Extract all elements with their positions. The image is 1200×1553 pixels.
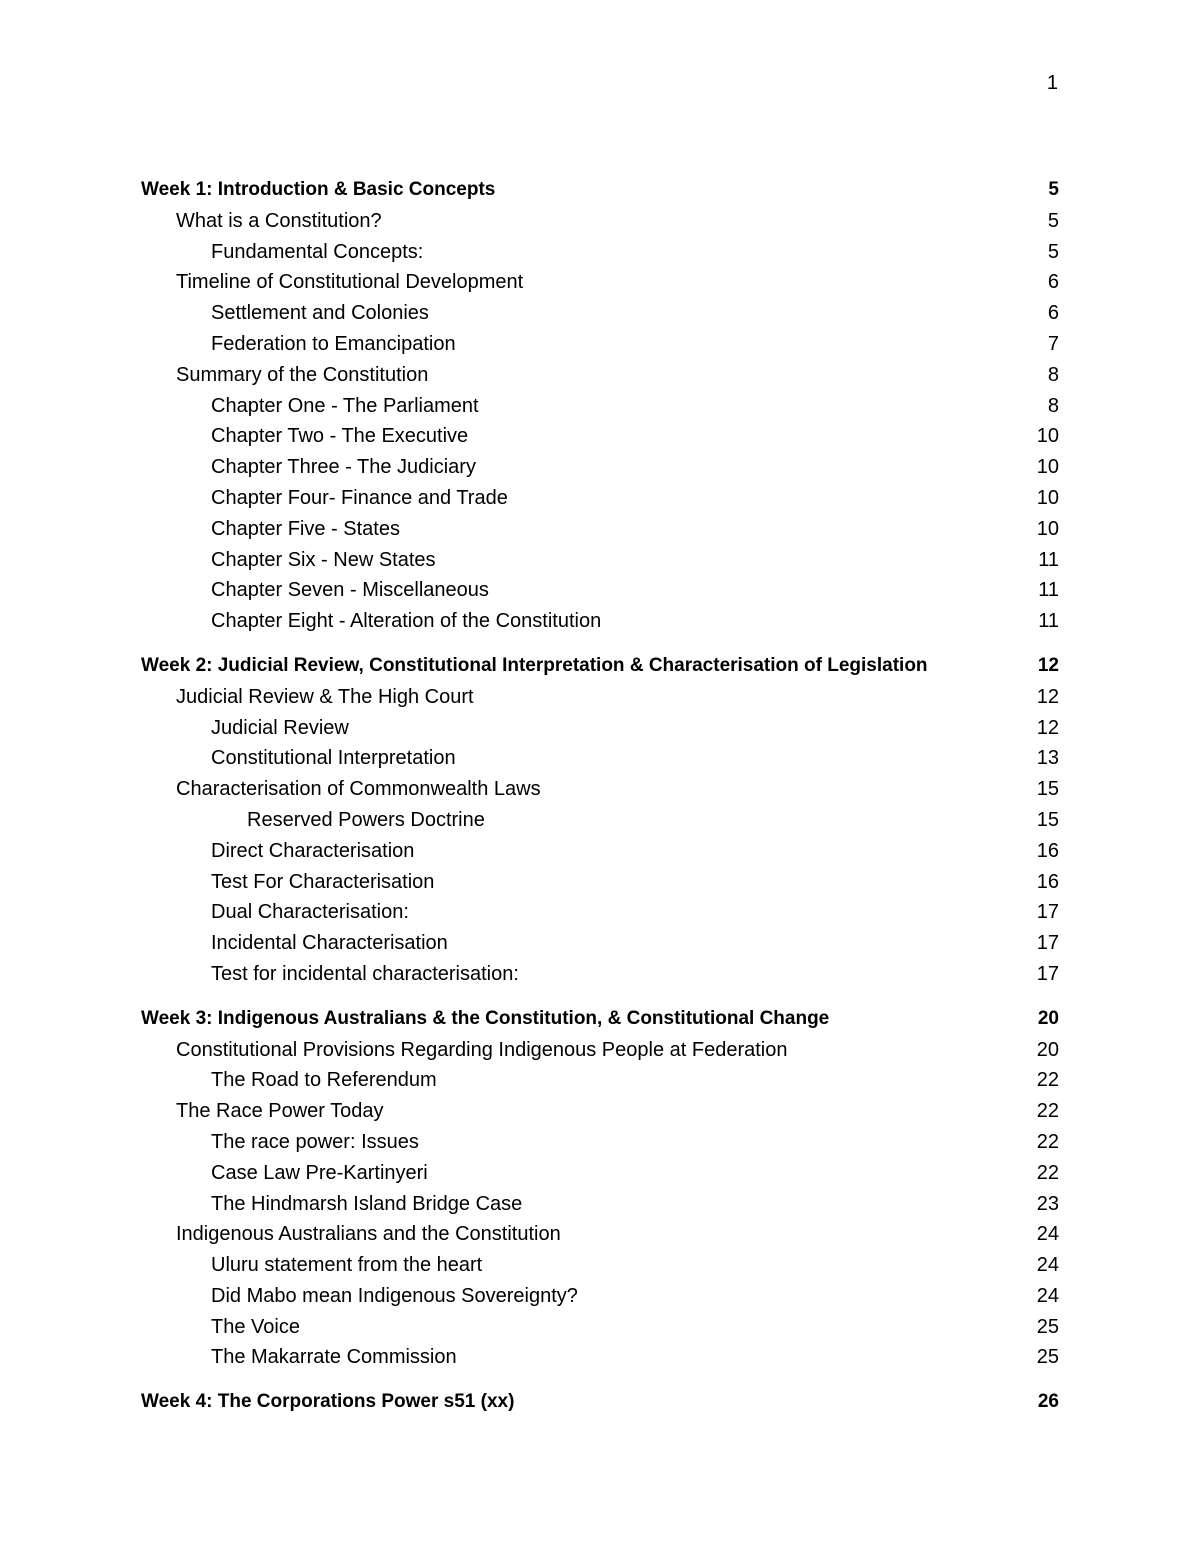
toc-entry-page-number[interactable]: 7 [1047,332,1059,355]
toc-entry[interactable] [141,237,1059,268]
toc-entry-page-number[interactable]: 10 [1036,425,1059,448]
toc-entry-title[interactable]: Timeline of Constitutional Development [176,271,524,294]
toc-entry-title[interactable]: The Voice [211,1315,300,1338]
toc-entry-title[interactable]: Judicial Review [211,716,349,739]
toc-entry-title[interactable]: Dual Characterisation: [211,901,409,924]
toc-entry-title[interactable]: Incidental Characterisation [211,932,448,955]
toc-entry-title[interactable]: Chapter Five - States [211,517,400,540]
toc-entry-page-number[interactable]: 22 [1036,1069,1059,1092]
toc-entry-page-number[interactable]: 25 [1036,1346,1059,1369]
toc-entry[interactable] [141,267,1059,298]
toc-entry-page-number[interactable]: 8 [1047,394,1059,417]
toc-entry-page-number[interactable]: 23 [1036,1192,1059,1215]
toc-entry-page-number[interactable]: 24 [1036,1254,1059,1277]
toc-entry-title[interactable]: Week 2: Judicial Review, Constitutional Interpretation & Characterisation of Legislation [141,654,928,676]
toc-entry-page-number[interactable]: 22 [1036,1100,1059,1123]
toc-entry-page-number[interactable]: 16 [1036,870,1059,893]
toc-entry-page-number[interactable]: 12 [1037,654,1059,676]
toc-entry-title[interactable]: The Makarrate Commission [211,1346,457,1369]
toc-entry-page-number[interactable]: 20 [1037,1007,1059,1029]
toc-entry[interactable] [141,298,1059,329]
page-number: 1 [1046,72,1058,94]
toc-entry-title[interactable]: Uluru statement from the heart [211,1254,483,1277]
toc-section-heading[interactable] [141,1004,1059,1035]
toc-entry-page-number[interactable]: 12 [1036,716,1059,739]
toc-entry-title[interactable]: The Road to Referendum [211,1069,437,1092]
toc-entry[interactable] [141,391,1059,422]
toc-entry[interactable] [141,713,1059,744]
table-of-contents [141,175,1059,1418]
toc-entry[interactable] [141,805,1059,836]
toc-entry[interactable] [141,421,1059,452]
toc-entry-title[interactable]: Chapter Seven - Miscellaneous [211,579,489,602]
toc-entry[interactable] [141,1342,1059,1373]
toc-entry-page-number[interactable]: 10 [1036,517,1059,540]
toc-entry-title[interactable]: Settlement and Colonies [211,302,429,325]
toc-entry-page-number[interactable]: 22 [1036,1161,1059,1184]
toc-entry-title[interactable]: Constitutional Provisions Regarding Indigenous People at Federation [176,1038,788,1061]
toc-entry[interactable] [141,1219,1059,1250]
toc-entry-page-number[interactable]: 12 [1036,685,1059,708]
toc-section-heading[interactable] [141,1387,1059,1418]
toc-entry-page-number[interactable]: 17 [1036,932,1059,955]
toc-entry-page-number[interactable]: 20 [1036,1038,1059,1061]
toc-entry-page-number[interactable]: 11 [1038,579,1059,602]
toc-entry-page-number[interactable]: 8 [1047,363,1059,386]
toc-entry-page-number[interactable]: 10 [1036,456,1059,479]
toc-entry-title[interactable]: Indigenous Australians and the Constitution [176,1223,561,1246]
toc-section-heading[interactable] [141,175,1059,206]
toc-entry[interactable] [141,514,1059,545]
toc-entry-page-number[interactable]: 16 [1036,839,1059,862]
toc-entry-title[interactable]: Chapter Six - New States [211,548,436,571]
toc-entry[interactable] [141,1312,1059,1343]
toc-entry-page-number[interactable]: 25 [1036,1315,1059,1338]
toc-entry[interactable] [141,959,1059,990]
toc-entry-title[interactable]: Reserved Powers Doctrine [247,808,485,831]
toc-entry-page-number[interactable]: 17 [1036,901,1059,924]
toc-entry-title[interactable]: Test For Characterisation [211,870,435,893]
toc-entry-page-number[interactable]: 26 [1037,1391,1059,1413]
toc-entry[interactable] [141,1065,1059,1096]
toc-entry-title[interactable]: Direct Characterisation [211,839,415,862]
toc-entry[interactable] [141,1035,1059,1066]
toc-entry[interactable] [141,836,1059,867]
toc-entry-title[interactable]: Week 4: The Corporations Power s51 (xx) [141,1391,515,1413]
toc-entry-page-number[interactable]: 6 [1047,271,1059,294]
toc-entry-page-number[interactable]: 10 [1036,486,1059,509]
toc-entry-page-number[interactable]: 22 [1036,1130,1059,1153]
toc-entry[interactable] [141,1250,1059,1281]
toc-entry-title[interactable]: Test for incidental characterisation: [211,962,519,985]
toc-entry-title[interactable]: Characterisation of Commonwealth Laws [176,778,541,801]
toc-entry-title[interactable]: What is a Constitution? [176,209,382,232]
toc-entry-page-number[interactable]: 5 [1047,209,1059,232]
toc-entry-page-number[interactable]: 11 [1038,548,1059,571]
toc-entry[interactable] [141,575,1059,606]
toc-entry-page-number[interactable]: 11 [1038,610,1059,633]
toc-entry-title[interactable]: Judicial Review & The High Court [176,685,474,708]
toc-entry-title[interactable]: Case Law Pre-Kartinyeri [211,1161,428,1184]
toc-entry-title[interactable]: Chapter Four- Finance and Trade [211,486,508,509]
toc-entry-title[interactable]: Week 3: Indigenous Australians & the Constitution, & Constitutional Change [141,1007,830,1029]
toc-entry-page-number[interactable]: 6 [1047,302,1059,325]
toc-entry[interactable] [141,774,1059,805]
toc-entry-page-number[interactable]: 24 [1036,1223,1059,1246]
toc-entry-page-number[interactable]: 15 [1036,808,1059,831]
toc-entry-title[interactable]: The race power: Issues [211,1130,419,1153]
toc-entry[interactable] [141,1096,1059,1127]
toc-entry[interactable] [141,1127,1059,1158]
toc-entry-title[interactable]: Constitutional Interpretation [211,747,456,770]
toc-entry-title[interactable]: The Hindmarsh Island Bridge Case [211,1192,523,1215]
toc-entry[interactable] [141,452,1059,483]
toc-entry[interactable] [141,483,1059,514]
toc-entry[interactable] [141,1158,1059,1189]
toc-entry-title[interactable]: Chapter One - The Parliament [211,394,479,417]
toc-entry[interactable] [141,329,1059,360]
toc-entry-title[interactable]: Did Mabo mean Indigenous Sovereignty? [211,1284,578,1307]
toc-section-heading[interactable] [141,651,1059,682]
toc-entry-title[interactable]: Summary of the Constitution [176,363,429,386]
toc-entry-page-number[interactable]: 5 [1048,179,1059,200]
toc-entry[interactable] [141,1189,1059,1220]
toc-entry-page-number[interactable]: 24 [1036,1284,1059,1307]
toc-entry[interactable] [141,206,1059,237]
toc-entry[interactable] [141,545,1059,576]
toc-entry-page-number[interactable]: 13 [1036,747,1059,770]
toc-entry[interactable] [141,897,1059,928]
toc-entry-title[interactable]: Chapter Eight - Alteration of the Constitution [211,610,602,633]
toc-entry[interactable] [141,928,1059,959]
toc-entry[interactable] [141,606,1059,637]
toc-entry-title[interactable]: Federation to Emancipation [211,332,456,355]
toc-entry[interactable] [141,743,1059,774]
toc-entry-title[interactable]: Week 1: Introduction & Basic Concepts [141,179,496,200]
toc-entry-title[interactable]: The Race Power Today [176,1100,384,1123]
toc-entry-title[interactable]: Fundamental Concepts: [211,240,424,263]
toc-entry-page-number[interactable]: 15 [1036,778,1059,801]
toc-entry-page-number[interactable]: 5 [1047,240,1059,263]
toc-entry-page-number[interactable]: 17 [1036,962,1059,985]
toc-entry[interactable] [141,682,1059,713]
toc-entry[interactable] [141,360,1059,391]
toc-entry[interactable] [141,1281,1059,1312]
toc-entry[interactable] [141,867,1059,898]
toc-entry-title[interactable]: Chapter Two - The Executive [211,425,469,448]
toc-entry-title[interactable]: Chapter Three - The Judiciary [211,456,476,479]
